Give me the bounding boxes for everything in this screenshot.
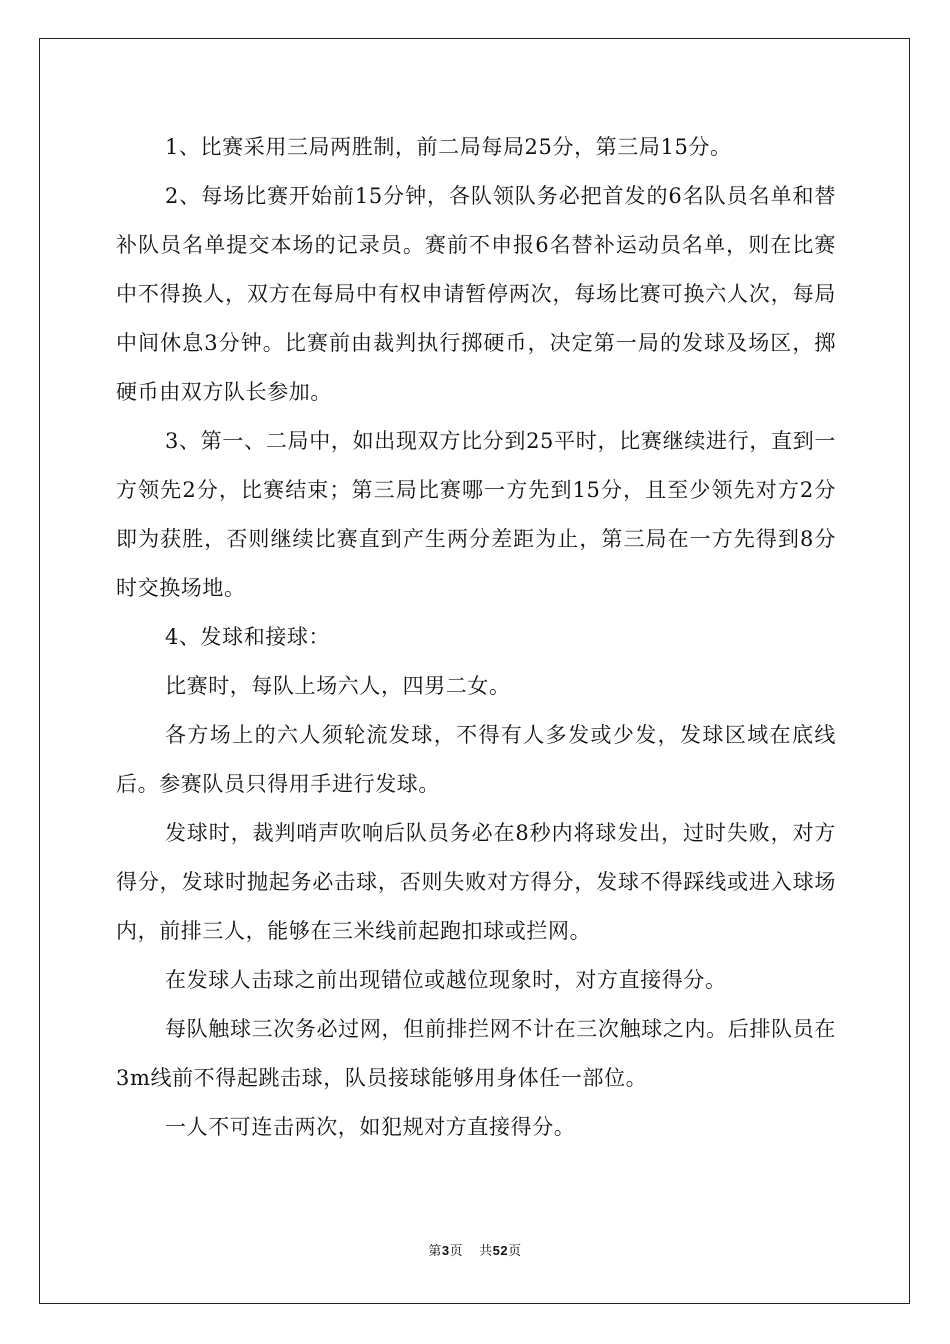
footer-page-prefix: 第 [428, 1244, 442, 1259]
paragraph-serve-rotation: 各方场上的六人须轮流发球，不得有人多发或少发，发球区域在底线后。参赛队员只得用手进行发球。 [116, 723, 836, 796]
paragraph-rule-1: 1、比赛采用三局两胜制，前二局每局25分，第三局15分。 [165, 135, 732, 159]
paragraph-double-hit: 一人不可连击两次，如犯规对方直接得分。 [165, 1115, 576, 1139]
footer-page-suffix: 页 [449, 1244, 464, 1259]
paragraph-players: 比赛时，每队上场六人，四男二女。 [165, 674, 511, 698]
paragraph-three-touches: 每队触球三次务必过网，但前排拦网不计在三次触球之内。后排队员在3m线前不得起跳击球，队员接球能够用身体任一部位。 [116, 1017, 836, 1090]
footer-total-suffix: 页 [508, 1244, 522, 1259]
paragraph-position-fault: 在发球人击球之前出现错位或越位现象时，对方直接得分。 [165, 968, 727, 992]
paragraph-rule-3: 3、第一、二局中，如出现双方比分到25平时，比赛继续进行，直到一方领先2分，比赛结束；第三局比赛哪一方先到15分，且至少领先对方2分即为获胜，否则继续比赛直到产生两分差距为止，第三局在一方先得到8分时交换场地。 [116, 429, 836, 600]
footer-total-pages: 52 [492, 1243, 509, 1258]
paragraph-rule-4-heading: 4、发球和接球： [165, 625, 331, 649]
page-footer [0, 1240, 950, 1259]
paragraph-serve-timing: 发球时，裁判哨声吹响后队员务必在8秒内将球发出，过时失败，对方得分，发球时抛起务必击球，否则失败对方得分，发球不得踩线或进入球场内，前排三人，能够在三米线前起跑扣球或拦网。 [116, 821, 836, 943]
paragraph-rule-2: 2、每场比赛开始前15分钟，各队领队务必把首发的6名队员名单和替补队员名单提交本场的记录员。赛前不申报6名替补运动员名单，则在比赛中不得换人，双方在每局中有权申请暂停两次，每场比赛可换六人次，每局中间休息3分钟。比赛前由裁判执行掷硬币，决定第一局的发球及场区，掷硬币由双方队长参加。 [116, 184, 836, 404]
footer-page-number: 3 [441, 1243, 450, 1258]
footer-total-prefix: 共 [479, 1244, 493, 1259]
document-body [116, 123, 836, 1152]
